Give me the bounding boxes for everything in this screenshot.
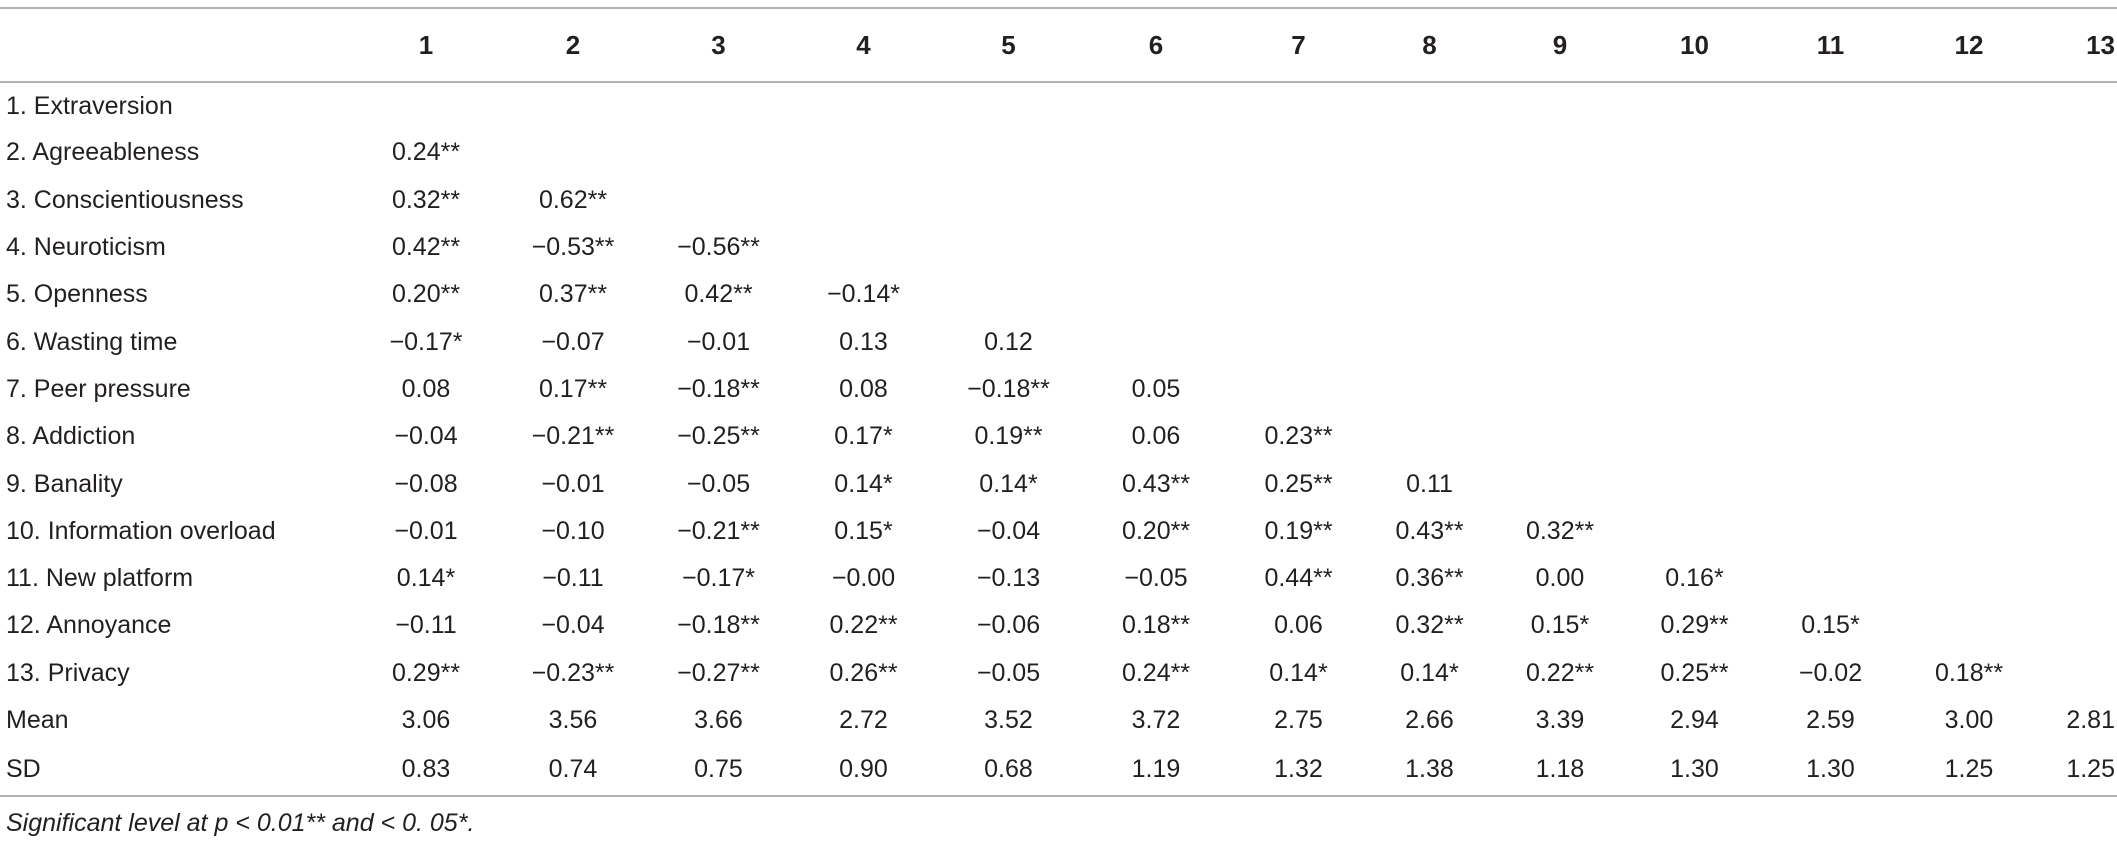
table-cell: −0.53** — [531, 233, 615, 262]
column-header-11: 11 — [1762, 8, 1899, 82]
column-header-2: 2 — [500, 8, 646, 82]
table-row — [0, 318, 2117, 365]
column-header-5: 5 — [936, 8, 1081, 82]
table-cell — [1627, 177, 1762, 224]
table-cell: 0.14* — [834, 469, 893, 498]
table-cell — [1899, 508, 2039, 555]
table-cell: −0.00 — [831, 564, 896, 593]
table-cell — [2039, 366, 2117, 413]
table-cell: −0.23** — [531, 658, 615, 687]
table-cell: −0.07 — [541, 327, 605, 356]
table-row — [0, 82, 2117, 129]
row-label: SD — [0, 744, 352, 796]
table-cell: 0.18** — [1121, 611, 1191, 640]
table-cell: 1.18 — [1493, 744, 1627, 796]
table-cell — [646, 82, 791, 129]
table-cell — [1762, 318, 1899, 365]
table-row — [0, 697, 2117, 744]
table-cell: −0.17* — [682, 564, 755, 593]
table-cell: 0.90 — [791, 744, 936, 796]
column-header-13: 13 — [2039, 8, 2117, 82]
table-cell — [1762, 508, 1899, 555]
table-cell — [1627, 366, 1762, 413]
table-cell: −0.25** — [677, 422, 760, 451]
column-header-12: 12 — [1899, 8, 2039, 82]
table-cell: −0.11 — [395, 611, 457, 640]
table-cell — [2039, 508, 2117, 555]
table-cell — [791, 129, 936, 176]
table-cell: 0.32** — [391, 185, 461, 214]
column-header-6: 6 — [1081, 8, 1231, 82]
table-cell — [1493, 224, 1627, 271]
table-cell — [1081, 318, 1231, 365]
table-cell: 3.56 — [548, 706, 598, 734]
table-cell — [352, 82, 500, 129]
row-label: 3. Conscientiousness — [6, 185, 244, 214]
table-row — [0, 650, 2117, 697]
table-cell — [1493, 318, 1627, 365]
table-cell: 1.25 — [2039, 744, 2117, 796]
table-cell: 0.29** — [391, 658, 461, 687]
table-row — [0, 602, 2117, 649]
table-cell — [1366, 82, 1493, 129]
row-label: 12. Annoyance — [6, 611, 172, 640]
table-cell: 0.42** — [684, 280, 753, 309]
table-cell: −0.01 — [541, 469, 605, 498]
table-cell — [1493, 366, 1627, 413]
table-cell: 0.16* — [1665, 564, 1724, 593]
table-cell: 0.24** — [1121, 658, 1191, 687]
table-cell: 0.26** — [829, 658, 898, 687]
table-cell: 2.66 — [1405, 706, 1454, 734]
table-cell — [1899, 602, 2039, 649]
table-cell — [1493, 460, 1627, 507]
table-cell — [791, 82, 936, 129]
table-cell: 0.17* — [834, 422, 893, 451]
table-cell: 0.14* — [1269, 658, 1328, 687]
table-cell — [1493, 129, 1627, 176]
table-cell — [1231, 271, 1366, 318]
table-cell — [791, 177, 936, 224]
table-cell: −0.08 — [394, 469, 458, 498]
table-cell: 1.25 — [1899, 744, 2039, 796]
table-cell — [1493, 271, 1627, 318]
column-header-9: 9 — [1493, 8, 1627, 82]
table-cell: 0.15* — [834, 516, 893, 545]
table-cell — [1899, 366, 2039, 413]
table-footnote: Significant level at p < 0.01** and < 0. 05*. — [6, 809, 475, 837]
table-cell — [646, 177, 791, 224]
table-cell: −0.18** — [677, 611, 760, 640]
table-cell: 0.75 — [646, 744, 791, 796]
table-cell: 3.00 — [1944, 706, 1994, 734]
table-cell — [1627, 413, 1762, 460]
table-cell — [1493, 413, 1627, 460]
table-cell — [1081, 224, 1231, 271]
table-cell: 0.20** — [391, 280, 461, 309]
table-row — [0, 413, 2117, 460]
table-cell — [2039, 555, 2117, 602]
table-cell: 0.68 — [936, 744, 1081, 796]
table-header-row — [0, 8, 2117, 82]
table-cell: −0.13 — [976, 564, 1041, 593]
table-cell: 0.20** — [1121, 516, 1191, 545]
row-label: Mean — [6, 706, 69, 734]
table-cell — [791, 224, 936, 271]
table-cell — [1899, 413, 2039, 460]
table-cell: 2.75 — [1274, 706, 1323, 734]
table-cell — [2039, 413, 2117, 460]
table-cell: 0.15* — [1801, 611, 1860, 640]
table-cell: 0.22** — [829, 611, 898, 640]
table-cell — [1762, 413, 1899, 460]
table-cell — [2039, 460, 2117, 507]
table-cell — [1231, 82, 1366, 129]
row-label: 6. Wasting time — [6, 327, 178, 356]
table-row — [0, 177, 2117, 224]
table-cell: 1.30 — [1627, 744, 1762, 796]
table-cell — [1366, 318, 1493, 365]
table-cell — [1627, 318, 1762, 365]
table-cell: 0.13 — [839, 327, 888, 356]
table-cell — [1627, 129, 1762, 176]
table-cell: 0.18** — [1934, 658, 2004, 687]
table-cell — [1231, 318, 1366, 365]
table-body — [0, 82, 2117, 796]
table-cell — [2039, 271, 2117, 318]
table-cell — [2039, 177, 2117, 224]
table-cell: 0.74 — [500, 744, 646, 796]
table-cell — [1231, 224, 1366, 271]
table-cell: −0.02 — [1798, 658, 1863, 687]
table-cell — [1762, 224, 1899, 271]
table-cell: 2.94 — [1670, 706, 1719, 734]
table-cell — [646, 129, 791, 176]
table-cell: −0.17* — [389, 327, 463, 356]
table-cell: 1.32 — [1231, 744, 1366, 796]
table-row — [0, 555, 2117, 602]
table-cell: 3.72 — [1131, 706, 1181, 734]
row-label: 7. Peer pressure — [6, 374, 191, 403]
table-row — [0, 129, 2117, 176]
table-cell: 0.17** — [538, 374, 608, 403]
table-row — [0, 460, 2117, 507]
table-cell — [1762, 460, 1899, 507]
table-cell — [1366, 224, 1493, 271]
table-cell — [1762, 271, 1899, 318]
table-cell — [1627, 82, 1762, 129]
table-row — [0, 271, 2117, 318]
table-cell: −0.18** — [677, 374, 760, 403]
table-cell: −0.21** — [677, 516, 760, 545]
column-header-1: 1 — [352, 8, 500, 82]
table-row — [0, 366, 2117, 413]
table-cell: 0.06 — [1131, 422, 1181, 451]
table-cell — [1762, 177, 1899, 224]
table-cell — [936, 271, 1081, 318]
row-label: 5. Openness — [6, 280, 148, 309]
table-cell: 0.08 — [401, 374, 451, 403]
row-label: 11. New platform — [6, 564, 194, 593]
table-cell — [1627, 508, 1762, 555]
table-cell — [1081, 129, 1231, 176]
table-cell: 0.62** — [538, 185, 608, 214]
table-cell: 0.19** — [974, 422, 1043, 451]
table-cell: 0.22** — [1525, 658, 1595, 687]
table-cell: 0.23** — [1264, 422, 1333, 451]
table-cell — [1899, 271, 2039, 318]
table-cell: 0.11 — [1406, 469, 1453, 498]
table-cell — [1627, 271, 1762, 318]
table-cell — [1366, 129, 1493, 176]
table-cell — [1081, 177, 1231, 224]
column-header-7: 7 — [1231, 8, 1366, 82]
table-cell — [2039, 318, 2117, 365]
table-cell — [1899, 460, 2039, 507]
table-cell — [936, 82, 1081, 129]
table-cell — [936, 129, 1081, 176]
table-cell — [1899, 82, 2039, 129]
column-header-3: 3 — [646, 8, 791, 82]
table-cell: 0.08 — [839, 374, 888, 403]
table-cell — [1627, 460, 1762, 507]
table-cell: 3.52 — [984, 706, 1033, 734]
table-cell: −0.05 — [976, 658, 1041, 687]
table-cell: 3.66 — [694, 706, 743, 734]
table-cell: −0.04 — [394, 422, 458, 451]
table-cell: −0.56** — [677, 233, 760, 262]
table-cell: 0.06 — [1274, 611, 1323, 640]
table-cell: 0.32** — [1525, 516, 1595, 545]
row-label: 8. Addiction — [6, 422, 136, 451]
table-cell: −0.04 — [976, 516, 1041, 545]
table-cell — [1081, 271, 1231, 318]
table-cell: 2.81 — [2066, 706, 2115, 734]
corner-header-cell — [0, 8, 352, 82]
table-cell: 0.00 — [1535, 564, 1585, 593]
row-label: 4. Neuroticism — [6, 233, 166, 262]
table-cell: −0.04 — [541, 611, 605, 640]
table-cell: 0.32** — [1395, 611, 1464, 640]
table-cell — [2039, 650, 2117, 697]
table-cell — [2039, 82, 2117, 129]
table-row — [0, 224, 2117, 271]
table-cell — [2039, 602, 2117, 649]
table-cell: 0.29** — [1660, 611, 1729, 640]
table-cell: 0.25** — [1660, 658, 1729, 687]
table-cell: 3.39 — [1535, 706, 1585, 734]
table-cell — [1899, 555, 2039, 602]
row-label: 9. Banality — [6, 469, 123, 498]
table-cell: −0.10 — [541, 516, 605, 545]
table-row — [0, 744, 2117, 796]
table-cell: 0.14* — [396, 564, 456, 593]
table-cell: 0.14* — [979, 469, 1038, 498]
table-cell — [1493, 82, 1627, 129]
table-cell: −0.06 — [976, 611, 1041, 640]
table-cell — [1366, 177, 1493, 224]
table-cell — [1762, 82, 1899, 129]
table-cell — [1081, 82, 1231, 129]
table-cell — [1231, 177, 1366, 224]
table-cell — [936, 224, 1081, 271]
table-cell — [1762, 555, 1899, 602]
row-label: 2. Agreeableness — [6, 138, 200, 167]
table-cell — [500, 129, 646, 176]
table-cell — [1366, 271, 1493, 318]
table-cell: −0.11 — [542, 564, 604, 593]
table-cell — [1366, 366, 1493, 413]
table-cell — [1899, 177, 2039, 224]
row-label: 13. Privacy — [6, 658, 130, 687]
table-cell: 0.19** — [1264, 516, 1333, 545]
table-cell: 1.30 — [1762, 744, 1899, 796]
table-cell: −0.05 — [686, 469, 751, 498]
table-cell: 0.37** — [538, 280, 608, 309]
table-cell — [1762, 366, 1899, 413]
table-cell — [936, 177, 1081, 224]
table-cell: 0.44** — [1264, 564, 1333, 593]
table-row — [0, 508, 2117, 555]
row-label: 10. Information overload — [6, 516, 276, 545]
table-cell — [1493, 177, 1627, 224]
table-cell: −0.27** — [677, 658, 760, 687]
table-cell: 2.59 — [1806, 706, 1855, 734]
column-header-4: 4 — [791, 8, 936, 82]
table-cell: 0.24** — [391, 138, 461, 167]
table-cell: 0.12 — [984, 327, 1033, 356]
table-cell: 0.43** — [1395, 516, 1464, 545]
table-cell: −0.01 — [394, 516, 458, 545]
table-cell — [500, 82, 646, 129]
table-cell: −0.14* — [827, 280, 900, 309]
table-cell — [1231, 366, 1366, 413]
table-cell — [2039, 224, 2117, 271]
table-cell: 2.72 — [839, 706, 888, 734]
table-cell — [1627, 224, 1762, 271]
table-cell: −0.18** — [967, 374, 1050, 403]
table-cell: 1.19 — [1081, 744, 1231, 796]
table-cell — [1899, 224, 2039, 271]
table-cell — [1231, 129, 1366, 176]
table-cell — [2039, 129, 2117, 176]
table-cell: 0.14* — [1400, 658, 1459, 687]
table-cell: 1.38 — [1366, 744, 1493, 796]
table-cell: 0.25** — [1264, 469, 1333, 498]
column-header-10: 10 — [1627, 8, 1762, 82]
table-cell: −0.21** — [531, 422, 615, 451]
table-cell — [1899, 129, 2039, 176]
table-cell: 3.06 — [401, 706, 451, 734]
table-cell: −0.01 — [686, 327, 751, 356]
table-cell: 0.05 — [1131, 374, 1181, 403]
column-header-8: 8 — [1366, 8, 1493, 82]
row-label: 1. Extraversion — [6, 91, 173, 120]
table-cell: 0.15* — [1530, 611, 1590, 640]
table-cell: 0.36** — [1395, 564, 1464, 593]
table-cell: 0.83 — [352, 744, 500, 796]
table-cell: 0.43** — [1121, 469, 1191, 498]
table-cell: −0.05 — [1124, 564, 1188, 593]
table-cell — [1366, 413, 1493, 460]
table-cell — [1899, 318, 2039, 365]
table-cell — [1762, 129, 1899, 176]
correlation-table — [0, 7, 2117, 797]
table-cell: 0.42** — [391, 233, 461, 262]
